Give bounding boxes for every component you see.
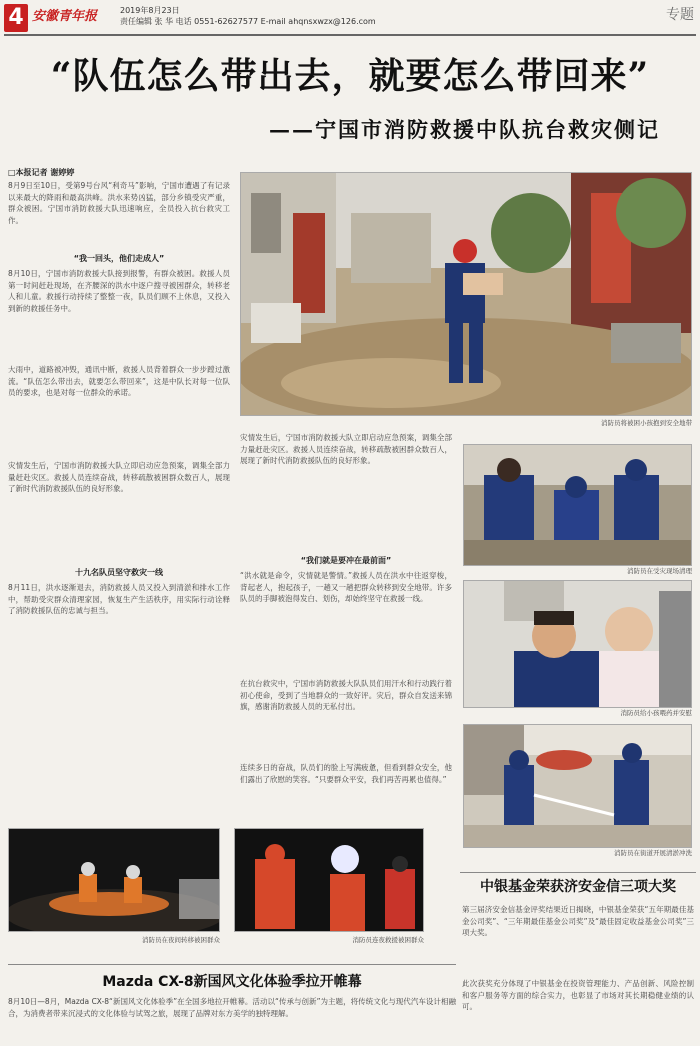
paragraph: 此次获奖充分体现了中银基金在投资管理能力、产品创新、风险控制和客户服务等方面的综合实力，也彰显了市场对其长期稳健业绩的认可。 — [462, 979, 694, 1011]
main-photo-firefighter-carrying-child — [240, 172, 692, 416]
article-subhead: ——宁国市消防救援中队抗台救灾侧记 — [269, 117, 660, 142]
section-subheading: 十九名队员坚守救灾一线 — [75, 568, 163, 577]
header-divider — [4, 34, 696, 36]
paragraph: 大雨中，道路被冲毁，通讯中断，救援人员背着群众一步步蹚过激流。“队伍怎么带出去，就要怎么带回来”，这是中队长对每一位队员的要求，也是对每一位群众的承诺。 — [8, 365, 230, 397]
paragraph: 灾情发生后，宁国市消防救援大队立即启动应急预案，调集全部力量赶赴灾区。救援人员连续奋战，转移疏散被困群众数百人，展现了新时代消防救援队伍的良好形象。 — [8, 461, 230, 493]
header-info — [120, 5, 420, 27]
main-photo-caption: 消防员将被困小孩抱到安全地带 — [601, 419, 692, 427]
photo-caption: 消防员在受灾现场清理 — [627, 567, 692, 575]
photo-firefighters-cleanup — [463, 444, 692, 566]
section-subheading: “我一回头，他们走成人” — [73, 254, 165, 263]
paragraph: 连续多日的奋战，队员们的脸上写满疲惫，但看到群众安全，他们露出了欣慰的笑容。“只要群众平安，我们再苦再累也值得。” — [240, 763, 452, 784]
paragraph: 8月10日—8月，Mazda CX-8“新国风文化体验季”在全国多地拉开帷幕。活动以“传承与创新”为主题，将传统文化与现代汽车设计相融合，为消费者带来沉浸式的文化体验与试驾之旅，展现了品牌对东方美学的独特理解。 — [8, 997, 456, 1018]
paragraph: “洪水就是命令，灾情就是警情。”救援人员在洪水中往返穿梭，背起老人，抱起孩子，一趟又一趟把群众转移到安全地带。许多队员的手脚被泡得发白、划伤，却始终坚守在救援一线。 — [240, 571, 452, 603]
photo-night-rescue-team — [234, 828, 424, 932]
paragraph: 第三届济安金信基金评奖结果近日揭晓，中银基金荣获“五年期最佳基金公司奖”、“三年期最佳基金公司奖”及“最佳固定收益基金公司奖”三项大奖。 — [462, 905, 694, 937]
newspaper-masthead: 安徽青年报 — [32, 9, 98, 24]
photo-caption: 消防员给小孩喂药并安慰 — [620, 709, 692, 717]
photo-caption: 消防员在街道开展清淤冲洗 — [614, 849, 692, 857]
photo-night-rescue-boat — [8, 828, 220, 932]
page-number-badge: 4 — [4, 4, 28, 32]
photo-firefighter-feeding-child — [463, 580, 692, 708]
side-article-body — [462, 904, 694, 1040]
article-column-1 — [8, 180, 230, 820]
section-subheading: “我们就是要冲在最前面” — [300, 556, 392, 565]
editor-contact: 责任编辑 张 华 电话 0551-62627577 E-mail ahqnsxwzx@126.com — [120, 17, 376, 26]
bottom-article-title: Mazda CX-8新国风文化体验季拉开帷幕 — [102, 974, 362, 990]
issue-date: 2019年8月23日 — [120, 6, 180, 15]
paragraph: 8月11日，洪水逐渐退去，消防救援人员又投入到清淤和排水工作中，帮助受灾群众清理家园，恢复生产生活秩序，用实际行动诠释了消防救援队伍的忠诚与担当。 — [8, 583, 230, 615]
paragraph: 灾情发生后，宁国市消防救援大队立即启动应急预案，调集全部力量赶赴灾区。救援人员连续奋战，转移疏散被困群众数百人，展现了新时代消防救援队伍的良好形象。 — [240, 433, 452, 465]
photo-caption: 消防员连夜救援被困群众 — [352, 936, 424, 944]
section-label: 专题 — [666, 7, 694, 23]
divider — [8, 964, 456, 965]
article-headline: “队伍怎么带出去，就要怎么带回来” — [50, 55, 650, 97]
paragraph: 在抗台救灾中，宁国市消防救援大队队员们用汗水和行动践行着初心使命，受到了当地群众的一致好评。灾后，群众自发送来锦旗，感谢消防救援人员的无私付出。 — [240, 679, 452, 711]
divider — [460, 872, 696, 873]
side-article-title: 中银基金荣获济安金信三项大奖 — [480, 879, 676, 895]
bottom-article-body — [8, 996, 456, 1042]
article-column-2 — [240, 432, 452, 822]
paragraph: 8月9日至10日，受第9号台风“利奇马”影响，宁国市遭遇了有记录以来最大的降雨和最高洪峰。洪水来势凶猛，部分乡镇受灾严重，群众被困。宁国市消防救援大队迅速响应，全员投入抗台救灾工作。 — [8, 181, 230, 225]
byline: □本报记者 谢婷婷 — [8, 168, 75, 177]
photo-caption: 消防员在夜间转移被困群众 — [142, 936, 220, 944]
paragraph: 8月10日，宁国市消防救援大队接到报警，有群众被困。救援人员第一时间赶赴现场，在齐腰深的洪水中逐户搜寻被困群众，转移老人和儿童。救援行动持续了整整一夜，队员们顾不上休息，又投入到新的救援任务中。 — [8, 269, 230, 313]
photo-firefighters-street-washing — [463, 724, 692, 848]
